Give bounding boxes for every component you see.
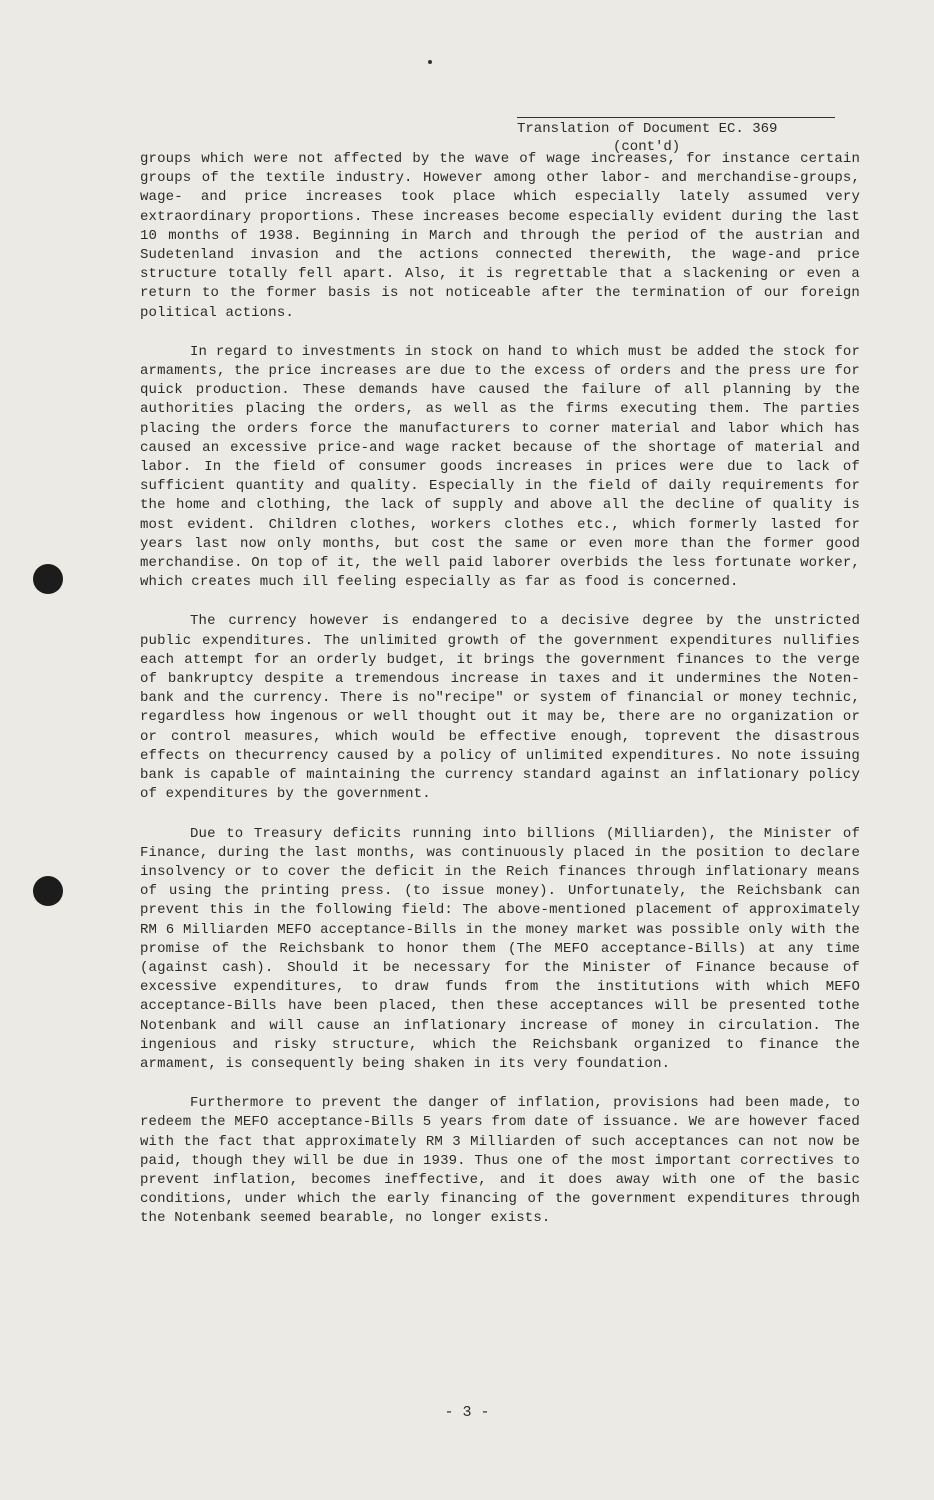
ink-dot <box>428 60 432 64</box>
page-number: - 3 - <box>444 1404 490 1421</box>
paragraph-1: groups which were not affected by the wave of wage increases, for instance certain groups of the textile industry. However among other labor- and merchandise-groups, wage- and price increases took place which especially lately assumed very extraordinary proportions. These increases become especially evident during the last 10 months of 1938. Beginning in March and through the period of the austrian and Sudetenland invasion and the actions connected therewith, the wage-and price structure totally fell apart. Also, it is regrettable that a slackening or even a return to the former basis is not noticeable after the termination of our foreign political actions. <box>140 151 860 321</box>
paragraph-2: In regard to investments in stock on hand to which must be added the stock for armaments, the price increases are due to the excess of orders and the press ure for quick production. These demands have caused the failure of all planning by the authorities placing the orders, as well as the firms executing them. The parties placing the orders force the manufacturers to corner material and labor which has caused an excessive price-and wage racket because of the shortage of material and labor. In the field of consumer goods increases in prices were due to lack of sufficient quantity and quality. Especially in the field of daily requirements for the home and clothing, the lack of supply and above all the decline of quality is most evident. Children clothes, workers clothes etc., which formerly lasted for years last now only months, but cost the same or even more than the former good merchandise. On top of it, the well paid laborer overbids the less fortunate worker, which creates much ill feeling especially as far as food is concerned. <box>140 343 860 591</box>
paragraph-5: Furthermore to prevent the danger of inflation, provisions had been made, to redeem the MEFO acceptance-Bills 5 years from date of issuance. We are however faced with the fact that approximately RM 3 Milliarden of such acceptances can not now be paid, though they will be due in 1939. Thus one of the most important correctives to prevent inflation, becomes ineffective, and it does away with one of the basic conditions, under which the early financing of the government expenditures through the Notenbank seemed bearable, no longer exists. <box>140 1095 860 1227</box>
punch-hole-top <box>33 564 63 594</box>
header-continuation: (cont'd) <box>613 139 681 155</box>
header-title: Translation of Document EC. 369 <box>517 121 778 137</box>
header-rule <box>517 117 835 118</box>
punch-hole-bottom <box>33 876 63 906</box>
paragraph-4: Due to Treasury deficits running into billions (Milliarden), the Minister of Finance, during the last months, was continuously placed in the position to declare insolvency or to cover the deficit in the Reich finances through inflationary means of using the printing press. (to issue money). Unfortunately, the Reichsbank can prevent this in the following field: The above-mentioned placement of approximately RM 6 Milliarden MEFO acceptance-Bills in the money market was possible only with the promise of the Reichsbank to honor them (The MEFO acceptance-Bills) at any time (against cash). Should it be necessary for the Minister of Finance because of excessive expenditures, to draw funds from the institutions with which MEFO acceptance-Bills have been placed, then these acceptances will be presented tothe Notenbank and will cause an inflationary increase of money in circulation. The ingenious and risky structure, which the Reichsbank organized to finance the armament, is consequently being shaken in its very foundation. <box>140 825 860 1072</box>
paragraph-3: The currency however is endangered to a decisive degree by the unstricted public expenditures. The unlimited growth of the government expenditures nullifies each attempt for an orderly budget, it brings the government finances to the verge of bankruptcy despite a tremendous increase in taxes and it undermines the Noten-bank and the currency. There is no"recipe" or system of financial or money technic, regardless how ingenous or well thought out it may be, there are no organization or or control measures, which would be effective enough, toprevent the disastrous effects on thecurrency caused by a policy of unlimited expenditures. No note issuing bank is capable of maintaining the currency standard against an inflationary policy of expenditures by the government. <box>140 613 860 803</box>
document-body <box>140 150 860 1249</box>
